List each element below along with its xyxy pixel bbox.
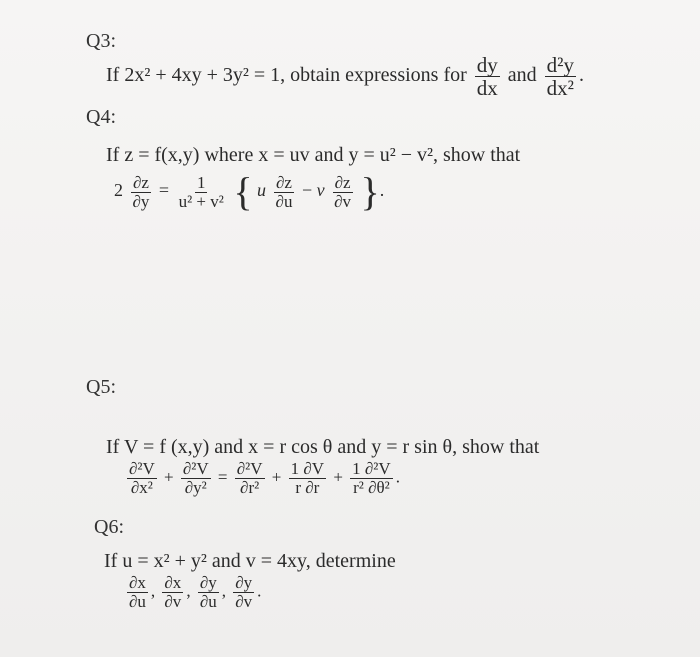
q6-partial-1-denominator: ∂u [129,591,146,611]
q5-plus-3: + [333,467,343,487]
q3-label: Q3: [86,30,116,52]
q5-term-d-denominator: r ∂r [295,477,320,497]
q5-term-a-numerator: ∂²V [129,459,155,478]
q5-term-e-denominator: r² ∂θ² [353,477,390,497]
q4-term1-denominator: ∂u [275,191,293,211]
q6-partial-4 [233,574,254,611]
q3-statement [106,54,584,99]
q5-end-period: . [395,467,400,487]
q4-equation [114,169,385,214]
q3-frac1-numerator: dy [476,53,498,77]
q6-end-period: . [257,581,262,601]
q5-statement: If V = f (x,y) and x = r cos θ and y = r sin θ, show that [106,436,540,458]
q5-term-c-denominator: ∂r² [240,477,260,497]
q5-term-b-numerator: ∂²V [182,459,209,478]
q5-term-c-numerator: ∂²V [236,459,263,478]
q5-term-a-fraction [127,460,157,497]
q6-partial-4-numerator: ∂y [235,573,253,592]
q4-term1-numerator: ∂z [276,172,292,192]
q4-end-period: . [379,180,385,201]
q5-equals: = [217,467,228,487]
q3-frac2-denominator: dx² [546,76,574,101]
q5-term-c-fraction [235,460,265,497]
q4-term2-numerator: ∂z [334,172,351,192]
q4-coefficient: 2 [114,180,123,201]
q6-comma-1: , [150,581,156,601]
q6-partial-2-denominator: ∂v [164,591,182,611]
q4-minus: − [301,180,313,201]
q5-term-b-denominator: ∂y² [184,477,207,497]
q4-rhs-fraction [177,174,226,211]
q6-partials [124,574,261,611]
q6-statement: If u = x² + y² and v = 4xy, determine [104,550,396,572]
q3-fraction-d2y-dx2 [545,54,576,99]
q6-partial-1 [127,574,148,611]
q5-term-e-numerator: 1 ∂²V [352,459,391,478]
q5-plus-2: + [271,467,282,487]
q4-lhs-denominator: ∂y [132,191,150,211]
q4-rhs-numerator: 1 [196,172,206,192]
q5-plus-1: + [164,467,174,487]
q3-frac1-denominator: dx [476,76,498,101]
q4-term2-fraction [332,174,353,211]
q6-label: Q6: [94,516,124,538]
q4-right-brace: } [360,169,380,214]
q6-partial-3 [198,574,219,611]
q4-equals: = [158,180,170,201]
q4-label: Q4: [86,106,116,128]
q6-partial-2 [162,574,183,611]
q5-term-a-denominator: ∂x² [130,477,153,497]
q4-v-variable: v [316,180,325,201]
q3-end-period: . [578,64,584,87]
q5-label: Q5: [86,376,116,398]
q4-lhs-numerator: ∂z [132,172,149,192]
q3-frac2-numerator: d²y [546,53,574,77]
q5-term-b-fraction [181,460,211,497]
q5-term-d-numerator: 1 ∂V [290,459,325,478]
q6-partial-1-numerator: ∂x [129,573,146,592]
q5-equation [124,460,400,497]
q6-comma-2: , [186,581,191,601]
q4-term2-denominator: ∂v [334,191,352,211]
q4-left-brace: { [233,169,253,214]
q6-comma-3: , [221,581,226,601]
q3-fraction-dy-dx [475,54,500,99]
q5-term-d-fraction [289,460,326,497]
q4-statement: If z = f(x,y) where x = uv and y = u² − v², show that [106,144,521,166]
q4-term1-fraction [274,174,295,211]
q6-partial-2-numerator: ∂x [164,573,182,592]
q5-term-e-fraction [350,460,393,497]
q6-partial-4-denominator: ∂v [235,591,253,611]
q6-partial-3-numerator: ∂y [199,573,217,592]
q6-partial-3-denominator: ∂u [199,591,217,611]
q4-rhs-denominator: u² + v² [178,191,224,211]
q3-lead-text: If 2x² + 4xy + 3y² = 1, obtain expressions for [106,64,467,87]
q3-and-text: and [507,64,537,87]
q4-u-variable: u [257,180,267,201]
q4-lhs-fraction [131,174,152,211]
